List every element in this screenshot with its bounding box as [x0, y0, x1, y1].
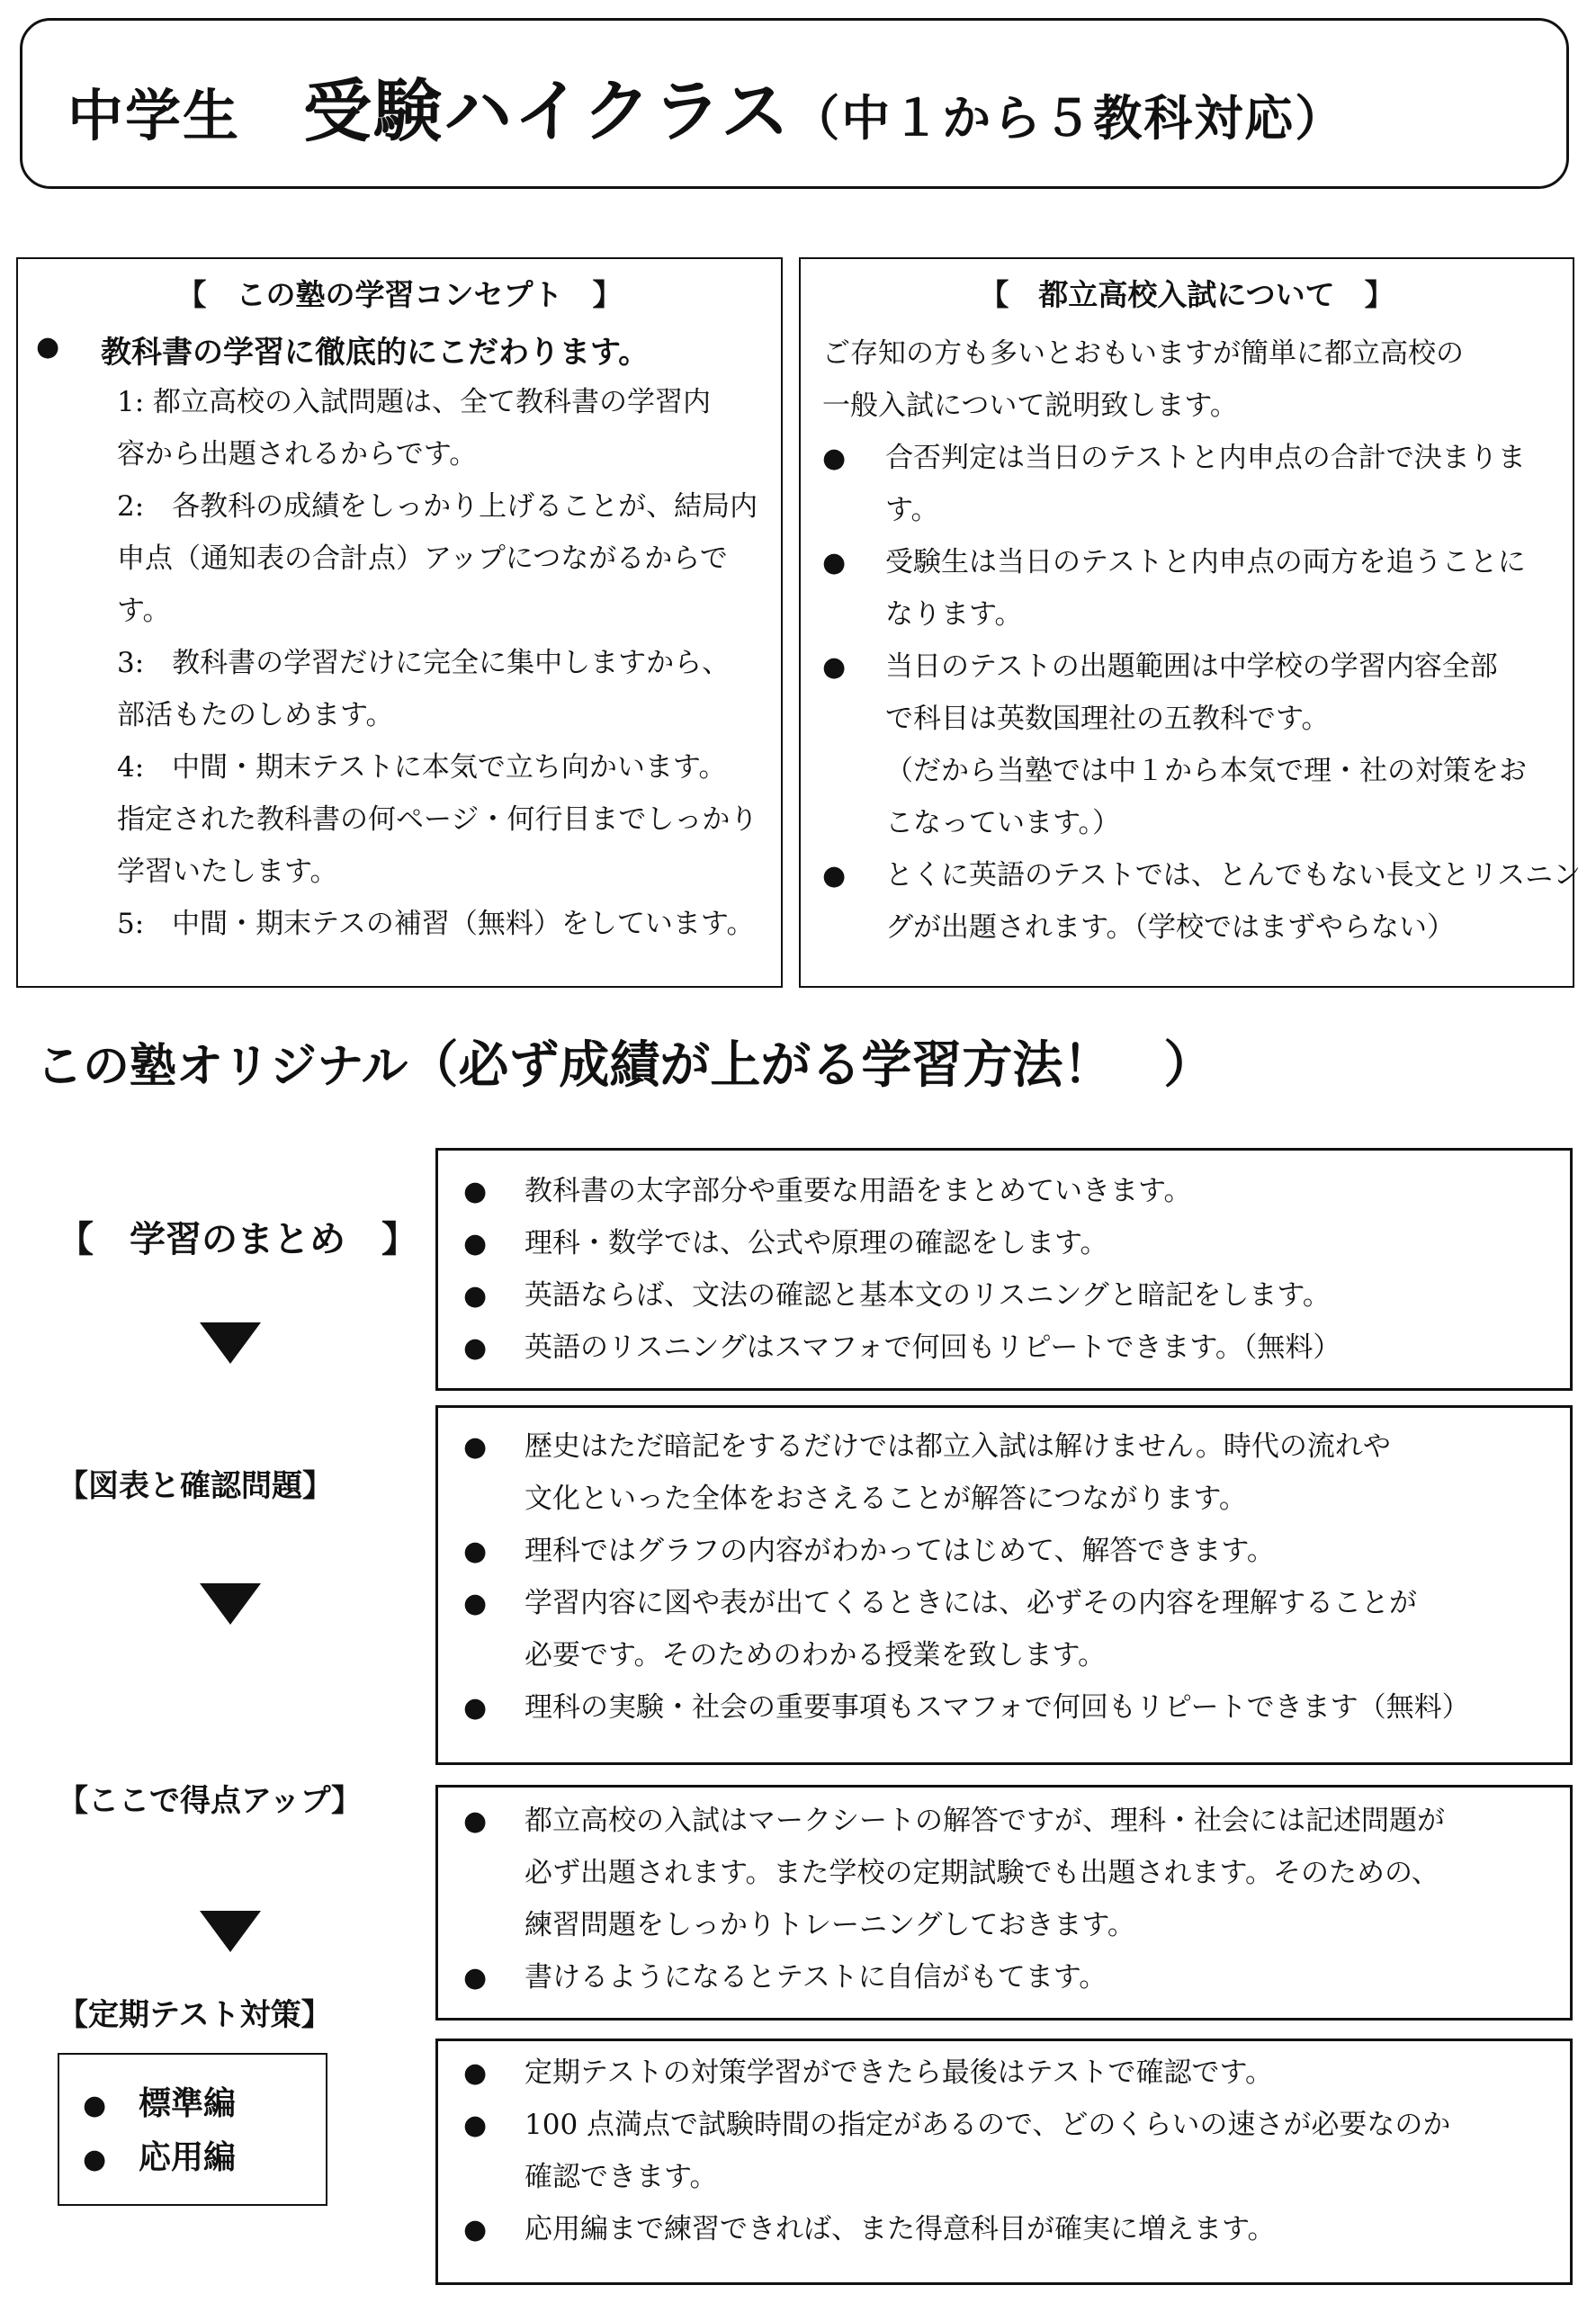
bullet-icon: ●	[463, 1962, 488, 1994]
figures-item	[463, 1525, 1552, 1577]
concept-line: 2: 各教科の成績をしっかり上げることが、結局内	[117, 490, 758, 523]
figures-line: 必要です。そのためのわかる授業を致します。	[525, 1639, 1107, 1671]
exam-bullet-line: グが出題されます。（学校ではまずやらない）	[885, 911, 1456, 944]
summary-item	[463, 1165, 1543, 1217]
exam-bullet-line: とくに英語のテストでは、とんでもない長文とリスニン	[885, 859, 1582, 892]
concept-main-bullet: 教科書の学習に徹底的にこだわります。	[101, 335, 650, 371]
concept-line: 申点（通知表の合計点）アップにつながるからで	[117, 542, 728, 575]
exam-box	[799, 257, 1582, 988]
title-label: 中学生	[67, 83, 241, 148]
test-level-label: 応用編	[139, 2138, 237, 2176]
bullet-icon: ●	[83, 2090, 107, 2121]
bullet-icon: ●	[463, 2057, 488, 2089]
section-title-text: この塾オリジナル	[36, 1039, 408, 1094]
exam-bullet-item	[822, 536, 1560, 641]
scoring-box	[435, 1785, 1573, 2021]
bullet-icon: ●	[463, 1332, 488, 1364]
exam-bullet-list	[822, 432, 1582, 954]
section-title	[36, 1026, 1214, 1098]
exam-intro	[822, 327, 1464, 432]
scoring-item	[463, 1795, 1561, 1951]
title-text: 受験ハイクラス	[303, 71, 792, 151]
exam-bullet-item	[822, 432, 1560, 536]
concept-bullet-icon: ●	[36, 331, 60, 363]
bullet-icon: ●	[463, 1176, 488, 1207]
scoring-line: 練習問題をしっかりトレーニングしておきます。	[525, 1909, 1135, 1941]
bullet-icon: ●	[463, 2110, 488, 2141]
concept-line: 部活もたのしめます。	[117, 699, 394, 731]
page-title	[67, 57, 1345, 155]
summary-line: 理科・数学では、公式や原理の確認をします。	[525, 1227, 1108, 1259]
concept-lines	[101, 376, 758, 950]
summary-item	[463, 1322, 1543, 1374]
figures-line: 理科ではグラフの内容がわかってはじめて、解答できます。	[525, 1535, 1275, 1567]
figures-line: 文化といった全体をおさえることが解答につながります。	[525, 1483, 1247, 1515]
test-line: 100 点満点で試験時間の指定があるので、どのくらいの速さが必要なのか	[525, 2109, 1451, 2141]
scoring-line: 書けるようになるとテストに自信がもてます。	[525, 1961, 1107, 1994]
test-levels-box	[58, 2053, 327, 2206]
figures-line: 歴史はただ暗記をするだけでは都立入試は解けません。時代の流れや	[525, 1430, 1391, 1463]
step-label-figures: 【図表と確認問題】	[58, 1468, 333, 1504]
down-arrow-icon	[200, 1322, 261, 1364]
summary-item	[463, 1217, 1543, 1269]
title-subtitle: （中１から５教科対応）	[791, 89, 1346, 147]
figures-item	[463, 1577, 1552, 1681]
figures-line: 学習内容に図や表が出てくるときには、必ずその内容を理解することが	[525, 1587, 1417, 1619]
bullet-icon: ●	[822, 443, 847, 474]
bullet-icon: ●	[822, 547, 847, 578]
concept-box	[16, 257, 783, 988]
summary-line: 教科書の太字部分や重要な用語をまとめていきます。	[525, 1175, 1192, 1207]
bullet-icon: ●	[463, 1806, 488, 1837]
test-item	[463, 2203, 1561, 2255]
exam-bullet-line: 当日のテストの出題範囲は中学校の学習内容全部	[885, 650, 1498, 683]
concept-line: 4: 中間・期末テストに本気で立ち向かいます。	[117, 751, 727, 784]
exam-bullet-line: こなっています。）	[885, 807, 1121, 839]
bullet-icon: ●	[83, 2144, 107, 2175]
section-title-paren: （必ず成績が上がる学習方法！ ）	[408, 1035, 1215, 1095]
summary-box	[435, 1148, 1573, 1391]
figures-box	[435, 1405, 1573, 1765]
concept-heading: 【 この塾の学習コンセプト 】	[176, 277, 623, 312]
bullet-icon: ●	[463, 1536, 488, 1567]
test-line: 応用編まで練習できれば、また得意科目が確実に増えます。	[525, 2213, 1276, 2245]
exam-bullet-line: （だから当塾では中１から本気で理・社の対策をお	[885, 755, 1527, 787]
step-label-summary: 【 学習のまとめ 】	[58, 1218, 417, 1260]
figures-item	[463, 1420, 1552, 1525]
test-level-standard	[83, 2078, 236, 2124]
bullet-icon: ●	[463, 1588, 488, 1619]
test-line: 定期テストの対策学習ができたら最後はテストで確認です。	[525, 2057, 1274, 2089]
exam-bullet-item	[822, 641, 1560, 849]
step-label-scoring: 【ここで得点アップ】	[58, 1783, 362, 1819]
concept-line: 指定された教科書の何ページ・何行目までしっかり	[117, 803, 758, 836]
bullet-icon: ●	[463, 1228, 488, 1259]
concept-line: 3: 教科書の学習だけに完全に集中しますから、	[117, 647, 731, 679]
test-item	[463, 2099, 1561, 2203]
concept-line: 1: 都立高校の入試問題は、全て教科書の学習内	[117, 386, 712, 418]
figures-line: 理科の実験・社会の重要事項もスマフォで何回もリピートできます（無料）	[525, 1691, 1470, 1724]
down-arrow-icon	[200, 1583, 261, 1625]
exam-intro-line: 一般入試について説明致します。	[822, 390, 1238, 422]
exam-bullet-line: で科目は英数国理社の五教科です。	[885, 703, 1330, 735]
title-box	[20, 18, 1569, 189]
test-item	[463, 2047, 1561, 2099]
bullet-icon: ●	[822, 651, 847, 683]
bullet-icon: ●	[463, 1280, 488, 1312]
exam-bullet-line: す。	[885, 494, 939, 526]
exam-heading: 【 都立高校入試について 】	[979, 277, 1394, 312]
test-level-label: 標準編	[139, 2084, 237, 2122]
summary-item	[463, 1269, 1543, 1322]
bullet-icon: ●	[463, 2214, 488, 2245]
exam-bullet-line: 合否判定は当日のテストと内申点の合計で決まりま	[885, 442, 1526, 474]
scoring-item	[463, 1951, 1561, 2003]
down-arrow-icon	[200, 1911, 261, 1952]
concept-line: 5: 中間・期末テスの補習（無料）をしています。	[117, 908, 755, 940]
test-level-advanced	[83, 2132, 236, 2178]
bullet-icon: ●	[822, 860, 847, 892]
bullet-icon: ●	[463, 1431, 488, 1463]
concept-line: 容から出題されるからです。	[117, 438, 478, 470]
exam-bullet-line: なります。	[885, 598, 1023, 631]
concept-line: す。	[117, 595, 171, 627]
exam-bullet-line: 受験生は当日のテストと内申点の両方を追うことに	[885, 546, 1526, 578]
test-box	[435, 2039, 1573, 2285]
scoring-line: 必ず出題されます。また学校の定期試験でも出題されます。そのための、	[525, 1857, 1439, 1889]
figures-item	[463, 1681, 1552, 1734]
bullet-icon: ●	[463, 1692, 488, 1724]
exam-bullet-item	[822, 849, 1582, 954]
summary-line: 英語のリスニングはスマフォで何回もリピートできます。（無料）	[525, 1331, 1341, 1364]
summary-line: 英語ならば、文法の確認と基本文のリスニングと暗記をします。	[525, 1279, 1331, 1312]
test-line: 確認できます。	[525, 2161, 718, 2193]
step-label-test: 【定期テスト対策】	[58, 1997, 332, 2033]
scoring-line: 都立高校の入試はマークシートの解答ですが、理科・社会には記述問題が	[525, 1805, 1445, 1837]
concept-line: 学習いたします。	[117, 856, 338, 888]
exam-intro-line: ご存知の方も多いとおもいますが簡単に都立高校の	[822, 337, 1464, 370]
